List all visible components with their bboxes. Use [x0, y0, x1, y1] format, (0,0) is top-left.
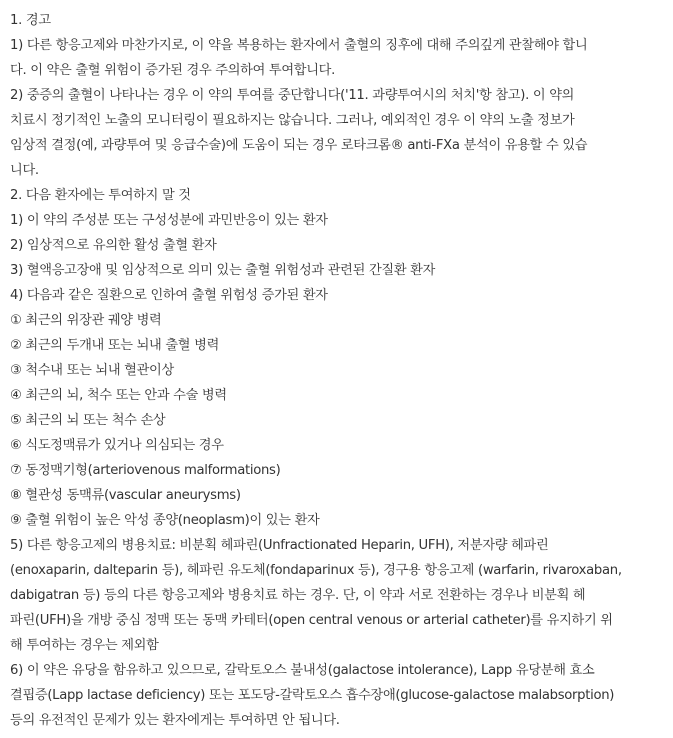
- text-line: 치료시 정기적인 노출의 모니터링이 필요하지는 않습니다. 그러나, 예외적인 경우 이 약의 노출 정보가: [10, 113, 575, 128]
- text-line: 1) 다른 항응고제와 마찬가지로, 이 약을 복용하는 환자에서 출혈의 징후에 대해 주의깊게 관찰해야 합니: [10, 38, 588, 53]
- text-line: 4) 다음과 같은 질환으로 인하여 출혈 위험성 증가된 환자: [10, 288, 328, 303]
- section-heading-warning: 1. 경고: [10, 13, 51, 28]
- text-line: 다. 이 약은 출혈 위험이 증가된 경우 주의하여 투여합니다.: [10, 63, 336, 78]
- text-line: 니다.: [10, 163, 39, 178]
- list-item: ⑧ 혈관성 동맥류(vascular aneurysms): [10, 488, 241, 503]
- list-item: ② 최근의 두개내 또는 뇌내 출혈 병력: [10, 338, 220, 353]
- text-line: 3) 혈액응고장애 및 임상적으로 의미 있는 출혈 위험성과 관련된 간질환 환자: [10, 263, 436, 278]
- text-line: 5) 다른 항응고제의 병용치료: 비분획 헤파린(Unfractionated Heparin, UFH), 저분자량 헤파린: [10, 538, 549, 553]
- text-line: (enoxaparin, dalteparin 등), 헤파린 유도체(fondaparinux 등), 경구용 항응고제 (warfarin, rivaroxaban,: [10, 563, 622, 578]
- text-line: 해 투여하는 경우는 제외함: [10, 638, 159, 653]
- text-line: 6) 이 약은 유당을 함유하고 있으므로, 갈락토오스 불내성(galactose intolerance), Lapp 유당분해 효소: [10, 663, 595, 678]
- text-line: 등의 유전적인 문제가 있는 환자에게는 투여하면 안 됩니다.: [10, 713, 340, 728]
- list-item: ⑤ 최근의 뇌 또는 척수 손상: [10, 413, 166, 428]
- list-item: ⑨ 출혈 위험이 높은 악성 종양(neoplasm)이 있는 환자: [10, 513, 320, 528]
- list-item: ⑥ 식도정맥류가 있거나 의심되는 경우: [10, 438, 224, 453]
- text-line: 1) 이 약의 주성분 또는 구성성분에 과민반응이 있는 환자: [10, 213, 328, 228]
- text-line: 임상적 결정(예, 과량투여 및 응급수술)에 도움이 되는 경우 로타크롬® anti-FXa 분석이 유용할 수 있습: [10, 138, 588, 153]
- text-line: 2) 임상적으로 유의한 활성 출혈 환자: [10, 238, 217, 253]
- list-item: ④ 최근의 뇌, 척수 또는 안과 수술 병력: [10, 388, 227, 403]
- list-item: ① 최근의 위장관 궤양 병력: [10, 313, 162, 328]
- text-line: dabigatran 등) 등의 다른 항응고제와 병용치료 하는 경우. 단, 이 약과 서로 전환하는 경우나 비분획 헤: [10, 588, 586, 603]
- text-line: 결핍증(Lapp lactase deficiency) 또는 포도당-갈락토오스 흡수장애(glucose-galactose malabsorption): [10, 688, 615, 703]
- section-heading-contraindications: 2. 다음 환자에는 투여하지 말 것: [10, 188, 191, 203]
- text-line: 2) 중증의 출혈이 나타나는 경우 이 약의 투여를 중단합니다('11. 과량투여시의 처치'항 참고). 이 약의: [10, 88, 575, 103]
- list-item: ③ 척수내 또는 뇌내 혈관이상: [10, 363, 174, 378]
- list-item: ⑦ 동정맥기형(arteriovenous malformations): [10, 463, 281, 478]
- text-line: 파린(UFH)을 개방 중심 정맥 또는 동맥 카테터(open central venous or arterial catheter)를 유지하기 위: [10, 613, 613, 628]
